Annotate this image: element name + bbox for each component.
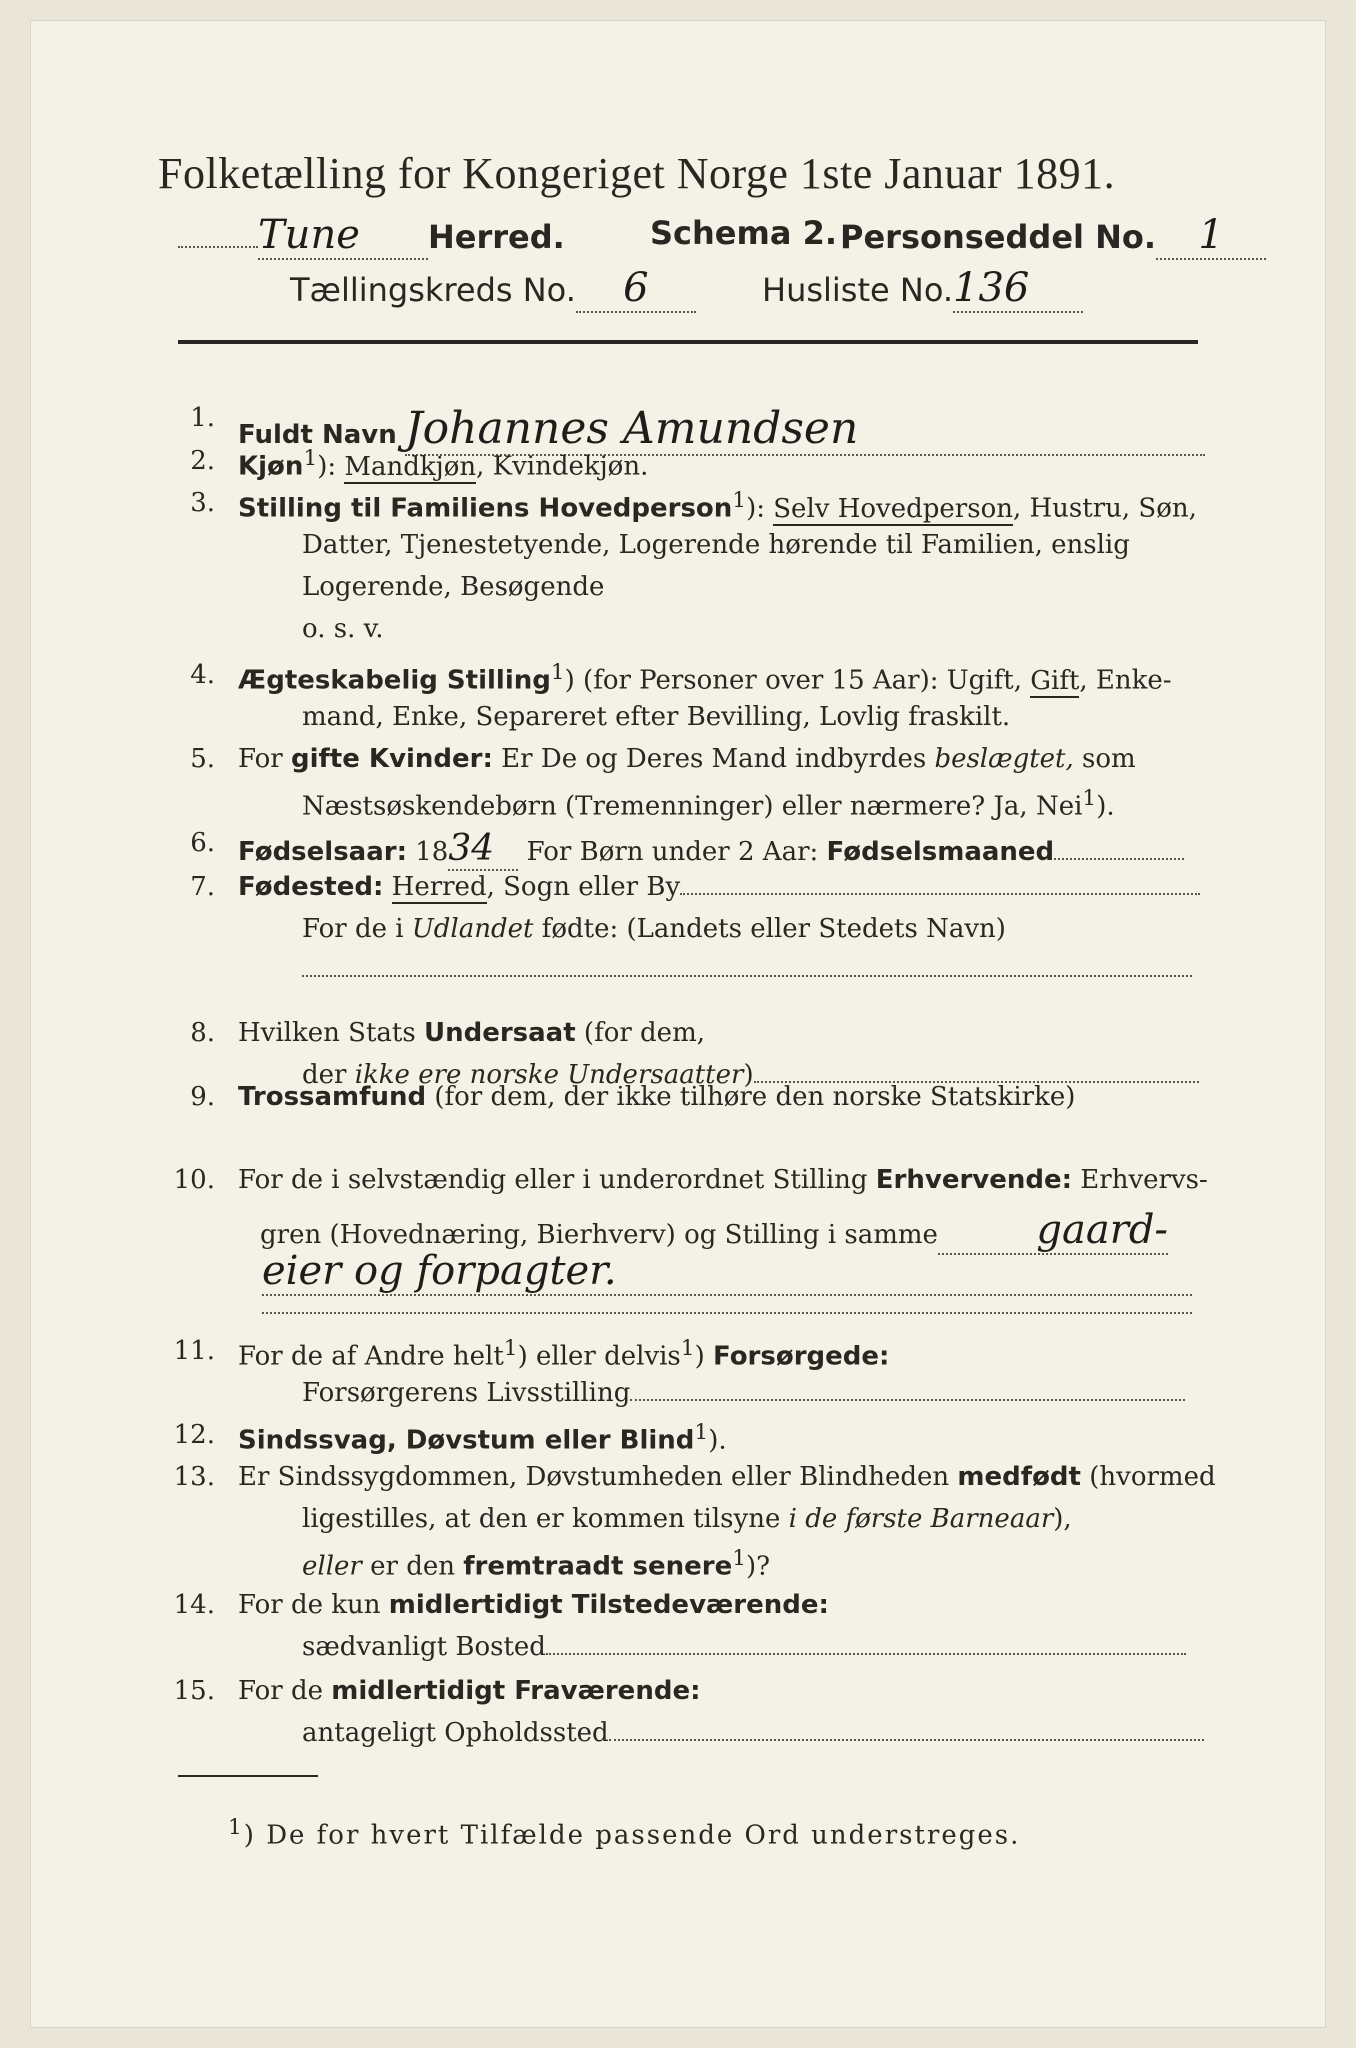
q7-label: Fødested: [238,872,384,902]
q14-row2 [302,1632,1186,1662]
q5-line2: Næstsøskendebørn (Tremenninger) eller nærmere? Ja, Nei [302,791,1083,822]
q13-line2b: ), [1053,1504,1072,1534]
q13-row2 [302,1504,1072,1534]
q7-dotted-fill [680,893,1200,895]
q10-answer2: eier og forpagter. [262,1248,1192,1296]
q1-number: 1. [190,403,215,433]
q13-line2a: ligestilles, at den er kommen tilsyne [302,1504,789,1534]
q6-dotted-fill [1054,858,1184,860]
schema-label: Schema 2. [650,214,837,252]
q15-row2 [302,1718,1204,1748]
dotted-fill [178,246,258,248]
q3-line3: Logerende, Besøgende [302,572,605,602]
q2-sup: 1 [303,446,318,471]
q10-blank-line [262,1312,1192,1314]
q14-dotted-fill [546,1653,1186,1655]
q7-rest: , Sogn eller By [486,872,681,902]
q6-label: Fødselsaar: [238,837,407,867]
q8-line2a: der [302,1060,355,1090]
q9-text: (for dem, der ikke tilhøre den norske Statskirke) [426,1082,1076,1112]
q1-label: Fuldt Navn [238,420,397,450]
page-title: Folketælling for Kongeriget Norge 1ste Januar 1891. [158,149,1116,198]
q10-row1 [238,1165,1208,1195]
herred-line [178,212,565,260]
q9-number: 9. [190,1082,215,1112]
q6-label2: Fødselsmaaned [826,837,1055,867]
q6-text: For Børn under 2 Aar: [518,837,827,867]
footnote-text: ) De for hvert Tilfælde passende Ord understreges. [243,1820,1021,1851]
q7-line2b: fødte: (Landets eller Stedets Navn) [533,914,1006,944]
q3-line2: Datter, Tjenestetyende, Logerende hørende til Familien, enslig [302,530,1130,560]
q5-italic: beslægtet, [934,744,1074,774]
q11-number: 11. [173,1336,215,1366]
husliste-line [762,265,1083,313]
q4-text2: , Enke- [1079,665,1172,696]
q1-answer: Johannes Amundsen [405,403,1205,456]
q14-text1: For de kun [238,1590,389,1620]
q3-number: 3. [190,488,215,518]
q7-row1 [238,872,1200,902]
q2-number: 2. [190,446,215,476]
q3-lead: ): [746,493,774,524]
q11-dotted-fill [630,1399,1185,1401]
q11-line2: Forsørgerens Livsstilling [302,1378,631,1408]
husliste-no: 136 [953,265,1083,313]
q8-row1 [238,1018,705,1048]
q11-sup1: 1 [503,1336,518,1361]
q13-line2-italic: i de første Barneaar [788,1504,1054,1534]
q2-label: Kjøn [238,451,304,482]
q13-text1: Er Sindssygdommen, Døvstumheden eller Blindheden [238,1462,958,1492]
q10-label: Erhvervende: [875,1165,1073,1195]
q12-row [238,1420,727,1456]
q13-label2: fremtraadt senere [463,1551,733,1582]
husliste-label: Husliste No. [762,271,953,309]
q5-sup: 1 [1082,786,1097,811]
q3-row1 [238,488,1197,524]
q6-answer: 34 [448,828,518,871]
q7-line2a: For de i [302,914,412,944]
q2-selected: Mandkjøn [344,451,477,482]
q14-row1 [238,1590,829,1620]
q5-line2-end: ). [1096,791,1115,822]
q8-label: Undersaat [423,1018,576,1048]
q13-line3-italic: eller [302,1551,362,1582]
q6-row [238,828,1184,871]
q11-text3: ) [694,1341,713,1372]
footnote-rule [178,1775,318,1777]
q13-sup: 1 [732,1546,747,1571]
q4-number: 4. [190,660,215,690]
q7-row2 [302,914,1006,944]
q15-text1: For de [238,1676,332,1706]
q11-row1 [238,1336,889,1372]
q4-sup: 1 [550,660,565,685]
q10-number: 10. [173,1165,215,1195]
q13-row3 [302,1546,770,1582]
q11-label: Forsørgede: [712,1341,890,1372]
q2-text: ): [317,451,345,482]
q12-end: ). [708,1425,727,1456]
q2-rest: , Kvindekjøn. [476,451,649,482]
q8-number: 8. [190,1018,215,1048]
q5-row2 [302,786,1115,822]
q2-row [238,446,648,482]
q5-text2: Er De og Deres Mand indbyrdes [492,744,935,774]
q10-line2: gren (Hovednæring, Bierhverv) og Stilling i samme [260,1220,938,1250]
q13-line3b: )? [746,1551,771,1582]
footnote-sup: 1 [228,1815,244,1840]
personseddel-label: Personseddel No. [840,218,1157,256]
q12-number: 12. [173,1420,215,1450]
q4-selected: Gift [1030,665,1080,696]
q5-row1 [238,744,1136,774]
q13-label: medfødt [957,1462,1081,1492]
q10-text2: Erhvervs- [1072,1165,1208,1195]
q4-line2: mand, Enke, Separeret efter Bevilling, Lovlig fraskilt. [302,702,1011,732]
q13-line3a: er den [361,1551,464,1582]
q5-text1: For [238,744,291,774]
q3-sup: 1 [732,488,747,513]
q4-label: Ægteskabelig Stilling [238,665,551,696]
q12-sup: 1 [694,1420,709,1445]
q13-text2: (hvormed [1080,1462,1216,1492]
q3-line4: o. s. v. [302,614,384,644]
q8-line2b: ) [743,1060,754,1090]
q15-number: 15. [173,1676,215,1706]
q11-text2: ) eller delvis [517,1341,681,1372]
q8-text1: Hvilken Stats [238,1018,424,1048]
footnote [228,1815,1020,1851]
q15-label: midlertidigt Fraværende: [331,1676,701,1706]
q15-dotted-fill [609,1739,1204,1741]
q10-text1: For de i selvstændig eller i underordnet Stilling [238,1165,876,1195]
q7-blank-line [302,975,1192,977]
q3-selected: Selv Hovedperson [773,493,1013,524]
q5-number: 5. [190,744,215,774]
q8-line2-italic: ikke ere norske Undersaatter [354,1060,744,1090]
q7-selected: Herred [391,872,487,902]
q9-label: Trossamfund [238,1082,427,1112]
q4-row1 [238,660,1172,696]
q11-sup2: 1 [680,1336,695,1361]
q12-label: Sindssvag, Døvstum eller Blind [238,1425,695,1456]
q11-text1: For de af Andre helt [238,1341,504,1372]
header-rule [178,340,1198,344]
herred-handwritten: Tune [258,212,428,260]
q10-answer1: gaard- [938,1207,1168,1255]
q7-number: 7. [190,872,215,902]
q5-label: gifte Kvinder: [290,744,493,774]
q5-text3: som [1073,744,1136,774]
q14-line2: sædvanligt Bosted [302,1632,546,1662]
q13-row1 [238,1462,1216,1492]
q11-row2 [302,1378,1185,1408]
herred-label: Herred. [428,218,565,256]
q13-number: 13. [173,1462,215,1492]
q4-text1: ) (for Personer over 15 Aar): Ugift, [564,665,1031,696]
q15-row1 [238,1676,700,1706]
q14-label: midlertidigt Tilstedeværende: [388,1590,829,1620]
q8-text2: (for dem, [575,1018,705,1048]
taellingskreds-line [290,265,696,313]
q6-prefix: 18 [407,837,449,867]
q6-number: 6. [190,828,215,858]
q7-line2-italic: Udlandet [411,914,534,944]
taellingskreds-label: Tællingskreds No. [290,271,576,309]
q14-number: 14. [173,1590,215,1620]
personseddel-no: 1 [1156,212,1266,260]
taellingskreds-no: 6 [576,265,696,313]
q3-label: Stilling til Familiens Hovedperson [238,493,733,524]
q9-row [238,1082,1075,1112]
q3-rest1: , Hustru, Søn, [1012,493,1197,524]
personseddel-line [840,212,1266,260]
q15-line2: antageligt Opholdssted [302,1718,609,1748]
